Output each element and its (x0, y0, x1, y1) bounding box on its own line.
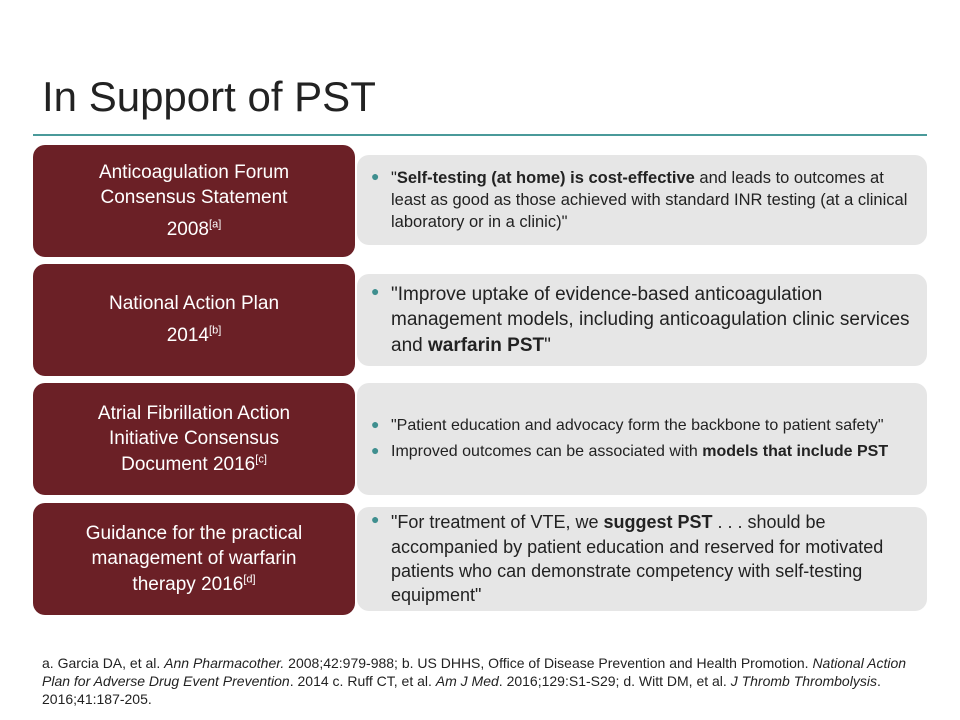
row-content (357, 155, 927, 245)
row-content (357, 507, 927, 611)
bullet-item: ● "Patient education and advocacy form the backbone to patient safety" (371, 416, 884, 435)
label-line: management of warfarin (91, 548, 297, 570)
bullet-item: ● "For treatment of VTE, we suggest PST . . . should be accompanied by patient education and reserved for motivated patients who can demonstrate competency with self-testing equipment" (371, 511, 884, 606)
label-line: Anticoagulation Forum (98, 161, 290, 183)
label-year: therapy 2016[d] (132, 573, 256, 595)
row-warfarin-guidance (33, 503, 927, 615)
label-line: Consensus Statement (100, 187, 288, 209)
row-content (357, 383, 927, 495)
title-divider (33, 134, 927, 136)
bullet-item: ● Improved outcomes can be associated with models that include PST (371, 442, 889, 460)
row-label (33, 383, 355, 495)
slide-title: In Support of PST (42, 73, 376, 120)
row-label (33, 145, 355, 257)
bullet-dot-icon: ● (371, 511, 380, 528)
reference-marker: [d] (243, 573, 256, 586)
reference-marker: [a] (209, 218, 222, 231)
row-label (33, 503, 355, 615)
row-anticoagulation-forum (33, 145, 927, 257)
row-content (357, 274, 927, 366)
bullet-item: ● "Self-testing (at home) is cost-effective and leads to outcomes at least as good as those achieved with standard INR testing (at a clinical laboratory or in a clinic)" (371, 167, 908, 232)
row-national-action-plan (33, 264, 927, 376)
label-year: 2014[b] (166, 324, 222, 346)
label-line: National Action Plan (108, 293, 280, 315)
bullet-dot-icon: ● (371, 282, 380, 299)
reference-marker: [b] (209, 324, 222, 337)
label-year: Document 2016[c] (121, 453, 267, 475)
label-line: Initiative Consensus (108, 428, 280, 450)
bullet-dot-icon: ● (371, 416, 380, 433)
bullet-item: ● "Improve uptake of evidence-based anticoagulation management models, including anticoagulation clinic services and warfarin PST" (371, 282, 910, 356)
row-label (33, 264, 355, 376)
label-year: 2008[a] (166, 218, 222, 240)
references-footnote: a. Garcia DA, et al. Ann Pharmacother. 2008;42:979-988; b. US DHHS, Office of Disease Prevention and Health Promotion. National Action Plan for Adverse Drug Event Prevention. 2014 c. Ruff CT, et al. Am J Med. 2016;129:S1-S29; d. Witt DM, et al. J Thromb Thrombolysis. 2016;41:187-205. (42, 655, 907, 708)
row-atrial-fibrillation (33, 383, 927, 495)
bullet-dot-icon: ● (371, 167, 380, 184)
label-line: Guidance for the practical (85, 522, 303, 544)
reference-marker: [c] (255, 453, 267, 466)
bullet-dot-icon: ● (371, 442, 380, 458)
label-line: Atrial Fibrillation Action (97, 402, 291, 424)
